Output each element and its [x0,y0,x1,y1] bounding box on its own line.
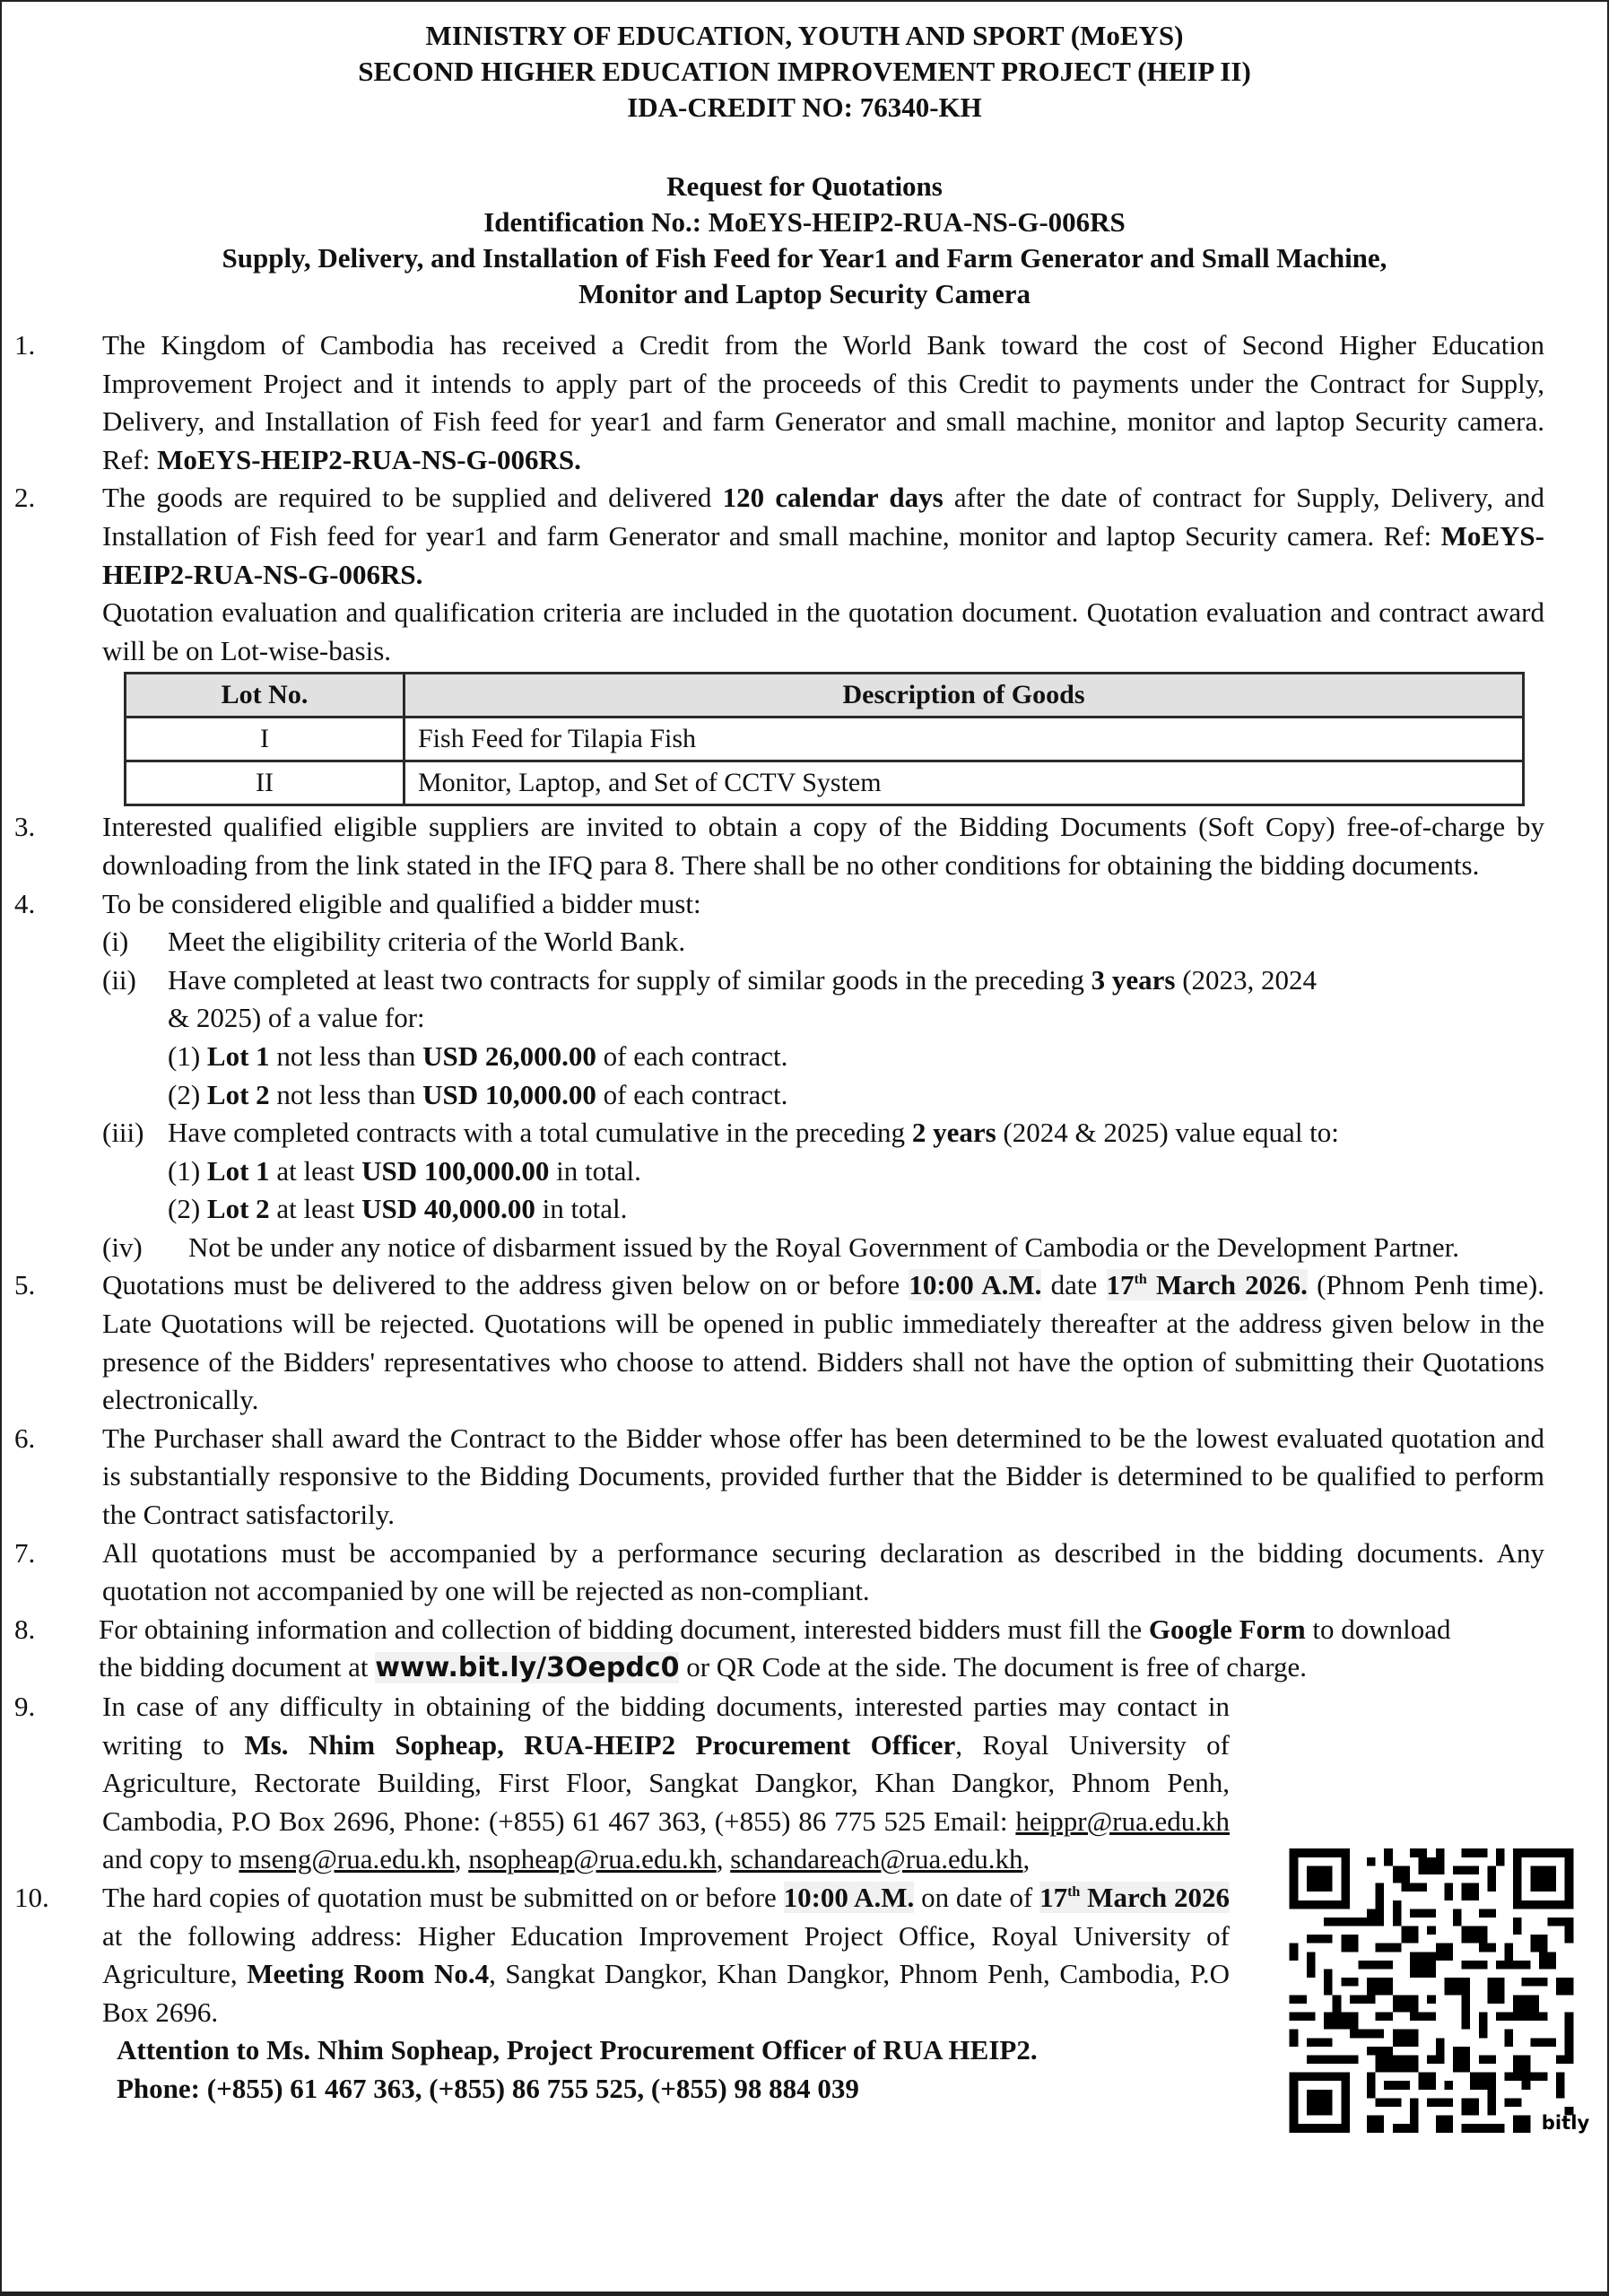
clause-2 [2,479,1609,670]
ordinal-suffix: th [1067,1883,1081,1900]
clause-text: on date of [914,1881,1040,1913]
amount: USD 40,000.00 [361,1193,535,1225]
clause-number: 5. [14,1269,36,1301]
download-link[interactable]: www.bit.ly/3Oepdc0 [375,1652,680,1684]
clause-number: 4. [14,887,36,919]
deadline-date [1107,1269,1308,1300]
criterion-iv [102,1229,1544,1267]
criterion-ii [102,961,1544,1000]
reference-id: MoEYS-HEIP2-RUA-NS-G-006RS. [157,443,581,475]
clause-text: Quotations must be delivered to the address given below on or before [102,1269,909,1301]
criterion-text: Have completed at least two contracts for supply of similar goods in the preceding [168,963,1092,996]
contact-name: Ms. Nhim Sopheap, RUA-HEIP2 Procurement Officer [244,1728,956,1761]
clause-text: , Royal University of Agriculture, Rectorate Building, First Floor, Sangkat Dangkor, Khan Dangkor, Phnom Penh, Cambodia, P.O Box 2696, Phone: (+855) 61 467 363, (+855) 86 775 525 Email: [102,1728,1231,1837]
separator: , [1022,1843,1031,1875]
meeting-room: Meeting Room No.4 [247,1958,490,1990]
clause-4 [2,885,1609,1267]
amount: USD 100,000.00 [361,1154,550,1187]
ordinal-suffix: th [1134,1272,1147,1288]
deadline-day: 17 [1106,1269,1135,1301]
criterion-text: Have completed contracts with a total cumulative in the preceding [168,1117,912,1149]
clause-number: 10. [14,1881,49,1913]
criterion-text: not less than [269,1078,423,1110]
clause-text: The Kingdom of Cambodia has received a Credit from the World Bank toward the cost of Second Higher Education Improvement Project and it intends to apply part of the proceeds of this Credit to payments under the Contract for Supply, Delivery, and Installation of Fish feed for year1 and farm Generator and small machine, monitor and laptop Security camera. Ref: [102,329,1544,475]
reference-id: MoEYS-HEIP2-RUA-NS-G-006RS. [102,519,1544,590]
lot-number: I [126,718,404,761]
criterion-text: at least [269,1193,362,1225]
clause-8 [2,1611,1609,1688]
subject-line-1: Supply, Delivery, and Installation of Fish Feed for Year1 and Farm Generator and Small Machine, [222,242,1387,274]
ministry-name: MINISTRY OF EDUCATION, YOUTH AND SPORT (MoEYS) [425,20,1184,51]
clause-3 [2,808,1609,884]
sub-criterion-number: (2) [168,1193,201,1225]
separator: , [454,1843,469,1875]
amount: USD 10,000.00 [422,1078,596,1110]
clause-number: 2. [14,482,36,514]
amount: USD 26,000.00 [422,1039,596,1072]
lot-label: Lot 2 [206,1078,270,1110]
criterion-iii [102,1114,1544,1152]
clause-text: and copy to [102,1843,239,1875]
criterion-i [102,923,1544,961]
google-form-label: Google Form [1148,1613,1306,1645]
clause-6 [2,1420,1609,1535]
deadline-month-year: March 2026. [1146,1269,1308,1301]
sub-criterion-number: (1) [168,1154,201,1187]
lot-number: II [126,761,404,805]
criterion-text: of each contract. [596,1039,788,1072]
document-header [2,18,1607,126]
lot-label: Lot 2 [206,1193,270,1225]
credit-number: IDA-CREDIT NO: 76340-KH [627,91,982,123]
period-years: 2 years [911,1117,996,1149]
qr-code-icon[interactable] [1270,1831,1593,2150]
table-row [126,761,1524,805]
lot-description: Monitor, Laptop, and Set of CCTV System [404,761,1524,805]
criterion-text: & 2025) of a value for: [168,1002,425,1034]
criterion-ii-1 [102,1038,1544,1076]
attention-phone: Phone: (+855) 61 467 363, (+855) 86 755 525, (+855) 98 884 039 [117,2072,859,2104]
criterion-text: (2024 & 2025) value equal to: [996,1117,1339,1149]
clause-7 [2,1535,1609,1611]
rfq-heading: Request for Quotations [666,170,943,202]
rfq-title-block [2,169,1607,312]
criterion-text: Not be under any notice of disbarment issued by the Royal Government of Cambodia or the Development Partner. [188,1231,1460,1263]
criterion-text: not less than [269,1039,423,1072]
criterion-number: (i) [102,926,129,958]
lot-label: Lot 1 [206,1039,270,1072]
criterion-ii-cont [102,999,1544,1038]
qr-brand: bitly [1541,2110,1590,2134]
lot-description: Fish Feed for Tilapia Fish [404,718,1524,761]
clause-text: The hard copies of quotation must be submitted on or before [102,1881,784,1913]
clause-5 [2,1266,1609,1419]
period-years: 3 years [1091,963,1176,996]
deadline-date [1039,1882,1230,1913]
email-link-mseng[interactable]: mseng@rua.edu.kh [239,1843,455,1875]
clause-text: after the date of contract for Supply, Delivery, and Installation of Fish feed for year1 and farm Generator and small machine, monitor and laptop Security camera. Ref: [102,482,1544,552]
project-name: SECOND HIGHER EDUCATION IMPROVEMENT PROJECT (HEIP II) [358,56,1251,87]
sub-criterion-number: (2) [168,1078,201,1110]
clause-text: to download the bidding document at [99,1613,1451,1683]
criterion-text: Meet the eligibility criteria of the World Bank. [168,926,686,958]
column-header-lot: Lot No. [126,674,404,718]
lot-label: Lot 1 [206,1154,270,1187]
table-row [126,718,1524,761]
subject-line-2: Monitor and Laptop Security Camera [578,278,1031,309]
clause-text: at the following address: Higher Education Improvement Project Office, Royal University of Agriculture, [102,1919,1230,1990]
criterion-number: (iv) [102,1231,143,1263]
email-link-nsopheap[interactable]: nsopheap@rua.edu.kh [468,1843,717,1875]
table-header-row [126,674,1524,718]
attention-line: Attention to Ms. Nhim Sopheap, Project Procurement Officer of RUA HEIP2. [117,2034,1038,2066]
deadline-day: 17 [1039,1881,1068,1913]
email-link-heippr[interactable]: heippr@rua.edu.kh [1015,1805,1230,1837]
clause-number: 1. [14,329,36,361]
criterion-iii-2 [102,1190,1544,1229]
clause-text: or QR Code at the side. The document is free of charge. [679,1651,1308,1683]
clause-text: The Purchaser shall award the Contract to the Bidder whose offer has been determined to be the lowest evaluated quotation and is substantially responsive to the Bidding Documents, provided further that the Bidder is determined to be qualified to perform the Contract satisfactorily. [102,1422,1544,1531]
clause-text: For obtaining information and collection of bidding document, interested bidders must fill the [99,1613,1149,1645]
criterion-text: in total. [535,1193,628,1225]
clause-text: (Phnom Penh time). Late Quotations will be rejected. Quotations will be opened in public immediately thereafter at the address given below in the presence of the Bidders' representatives who choose to attend. Bidders shall not have the option of submitting their Quotations electronically. [102,1269,1544,1416]
deadline-time: 10:00 A.M. [909,1269,1042,1301]
criterion-text: of each contract. [596,1078,788,1110]
clause-text: Interested qualified eligible suppliers are invited to obtain a copy of the Bidding Documents (Soft Copy) free-of-charge by downloading from the link stated in the IFQ para 8. There shall be no other conditions for obtaining the bidding documents. [102,811,1544,881]
clause-text: The goods are required to be supplied and delivered [102,482,723,514]
clause-number: 3. [14,811,36,843]
evaluation-note: Quotation evaluation and qualification criteria are included in the quotation document. Quotation evaluation and contract award will be on Lot-wise-basis. [102,596,1544,666]
delivery-period: 120 calendar days [722,482,944,514]
lots-table [124,672,1525,806]
clause-1 [2,326,1609,479]
criterion-text: in total. [549,1154,641,1187]
clause-number: 9. [14,1691,36,1722]
criterion-ii-2 [102,1076,1544,1115]
eligibility-intro: To be considered eligible and qualified a bidder must: [102,887,701,919]
criterion-text: at least [269,1154,362,1187]
sub-criterion-number: (1) [168,1039,201,1072]
clause-number: 6. [14,1422,36,1454]
clause-text: In case of any difficulty in obtaining of the bidding documents, interested parties may contact in writing to [102,1691,1230,1761]
criterion-number: (iii) [102,1117,144,1149]
separator: , [716,1843,731,1875]
column-header-description: Description of Goods [404,674,1524,718]
identification-number: Identification No.: MoEYS-HEIP2-RUA-NS-G-006RS [483,206,1126,238]
deadline-time: 10:00 A.M. [783,1881,915,1913]
clause-text: All quotations must be accompanied by a performance securing declaration as described in the bidding documents. Any quotation not accompanied by one will be rejected as non-compliant. [102,1536,1544,1607]
deadline-month-year: March 2026 [1080,1881,1230,1913]
email-link-schandareach[interactable]: schandareach@rua.edu.kh [730,1843,1023,1875]
clause-text: date [1041,1269,1107,1301]
criterion-text: (2023, 2024 [1175,963,1318,996]
criterion-number: (ii) [102,963,136,996]
clause-number: 7. [14,1536,36,1569]
clause-number: 8. [14,1613,36,1645]
criterion-iii-1 [102,1152,1544,1191]
clause-text: , Sangkat Dangkor, Khan Dangkor, Phnom Penh, Cambodia, P.O Box 2696. [102,1958,1230,2028]
qr-code-graphic [1270,1831,1593,2150]
